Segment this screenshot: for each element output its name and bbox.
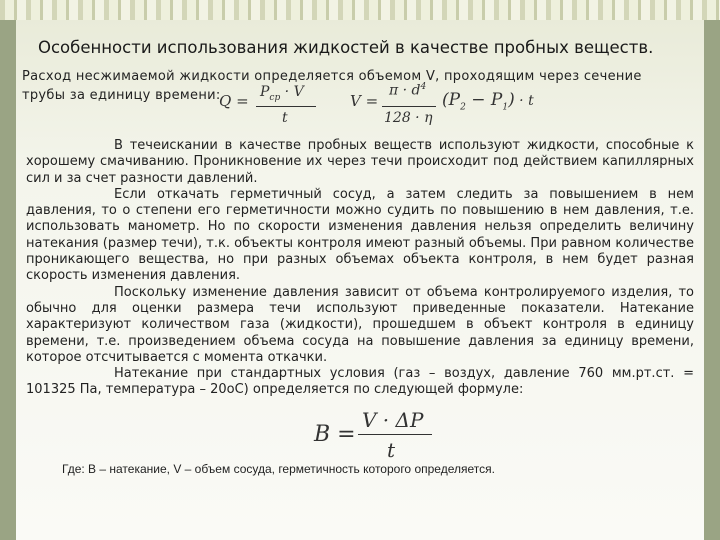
slide-title: Особенности использования жидкостей в качестве пробных веществ. — [38, 38, 654, 57]
slide — [16, 20, 704, 540]
formula-b-numerator: V · ΔP — [362, 408, 424, 432]
formula-v-lhs: V = — [350, 92, 379, 110]
decorative-top-stripes — [0, 0, 720, 20]
paragraph-1: В течеискании в качестве пробных веществ используют жидкости, способные к хорошему смачиванию. Проникновение их через течи происходит под действием капиллярных сил и за счет разности давлений. — [26, 138, 694, 186]
formula-q-denominator: t — [282, 110, 288, 126]
paragraph-2: Если откачать герметичный сосуд, а затем следить за повышением в нем давления, то о степени его герметичности можно судить по повышению в нем давления, т.е. использовать манометр. Но по скорости изменения давления нельзя определить величину натекания (размер течи), т.к. объекты контроля имеют разный объемы. При равном количестве проникающего вещества, но при разных объемах объекта контроля, в нем будет разная скорость изменения давления. — [26, 186, 694, 284]
body-text — [26, 138, 694, 399]
formula-q-fraction-bar — [256, 106, 316, 107]
left-border — [0, 20, 16, 540]
paragraph-4: Натекание при стандартных условия (газ – воздух, давление 760 мм.рт.ст. = 101325 Па, температура – 20оС) определяется по следующей формуле: — [26, 366, 694, 398]
formula-v-pressure-difference: $(P_2 - P_1) \cdot t$ — [442, 90, 534, 113]
formula-b-denominator: t — [387, 438, 396, 462]
formula-explanation: Где: B – натекание, V – объем сосуда, герметичность которого определяется. — [62, 462, 495, 476]
formula-v-fraction-bar — [382, 106, 436, 107]
formula-v-numerator: $\pi \cdot d^4$ — [389, 82, 427, 99]
paragraph-3: Поскольку изменение давления зависит от объема контролируемого изделия, то обычно для оценки размера течи используют приведенные показатели. Натекание характеризуют количеством газа (жидкости), прошедшем в объект контроля в единицу времени, т.е. произведением объема сосуда на повышение давления за единицу времени, которое отсчитывается с момента откачки. — [26, 284, 694, 365]
formula-q-lhs: Q = — [219, 92, 249, 110]
formula-b-fraction-bar — [358, 434, 432, 435]
formula-b-lhs: B = — [314, 422, 356, 447]
right-border — [704, 20, 720, 540]
intro-line-2: трубы за единицу времени: — [22, 88, 221, 103]
intro-line-1: Расход несжимаемой жидкости определяется объемом V, проходящим через сечение — [22, 69, 642, 84]
formula-q-numerator: $P_{ср} \cdot V$ — [260, 84, 304, 103]
formula-v-denominator: 128 · η — [384, 110, 433, 126]
